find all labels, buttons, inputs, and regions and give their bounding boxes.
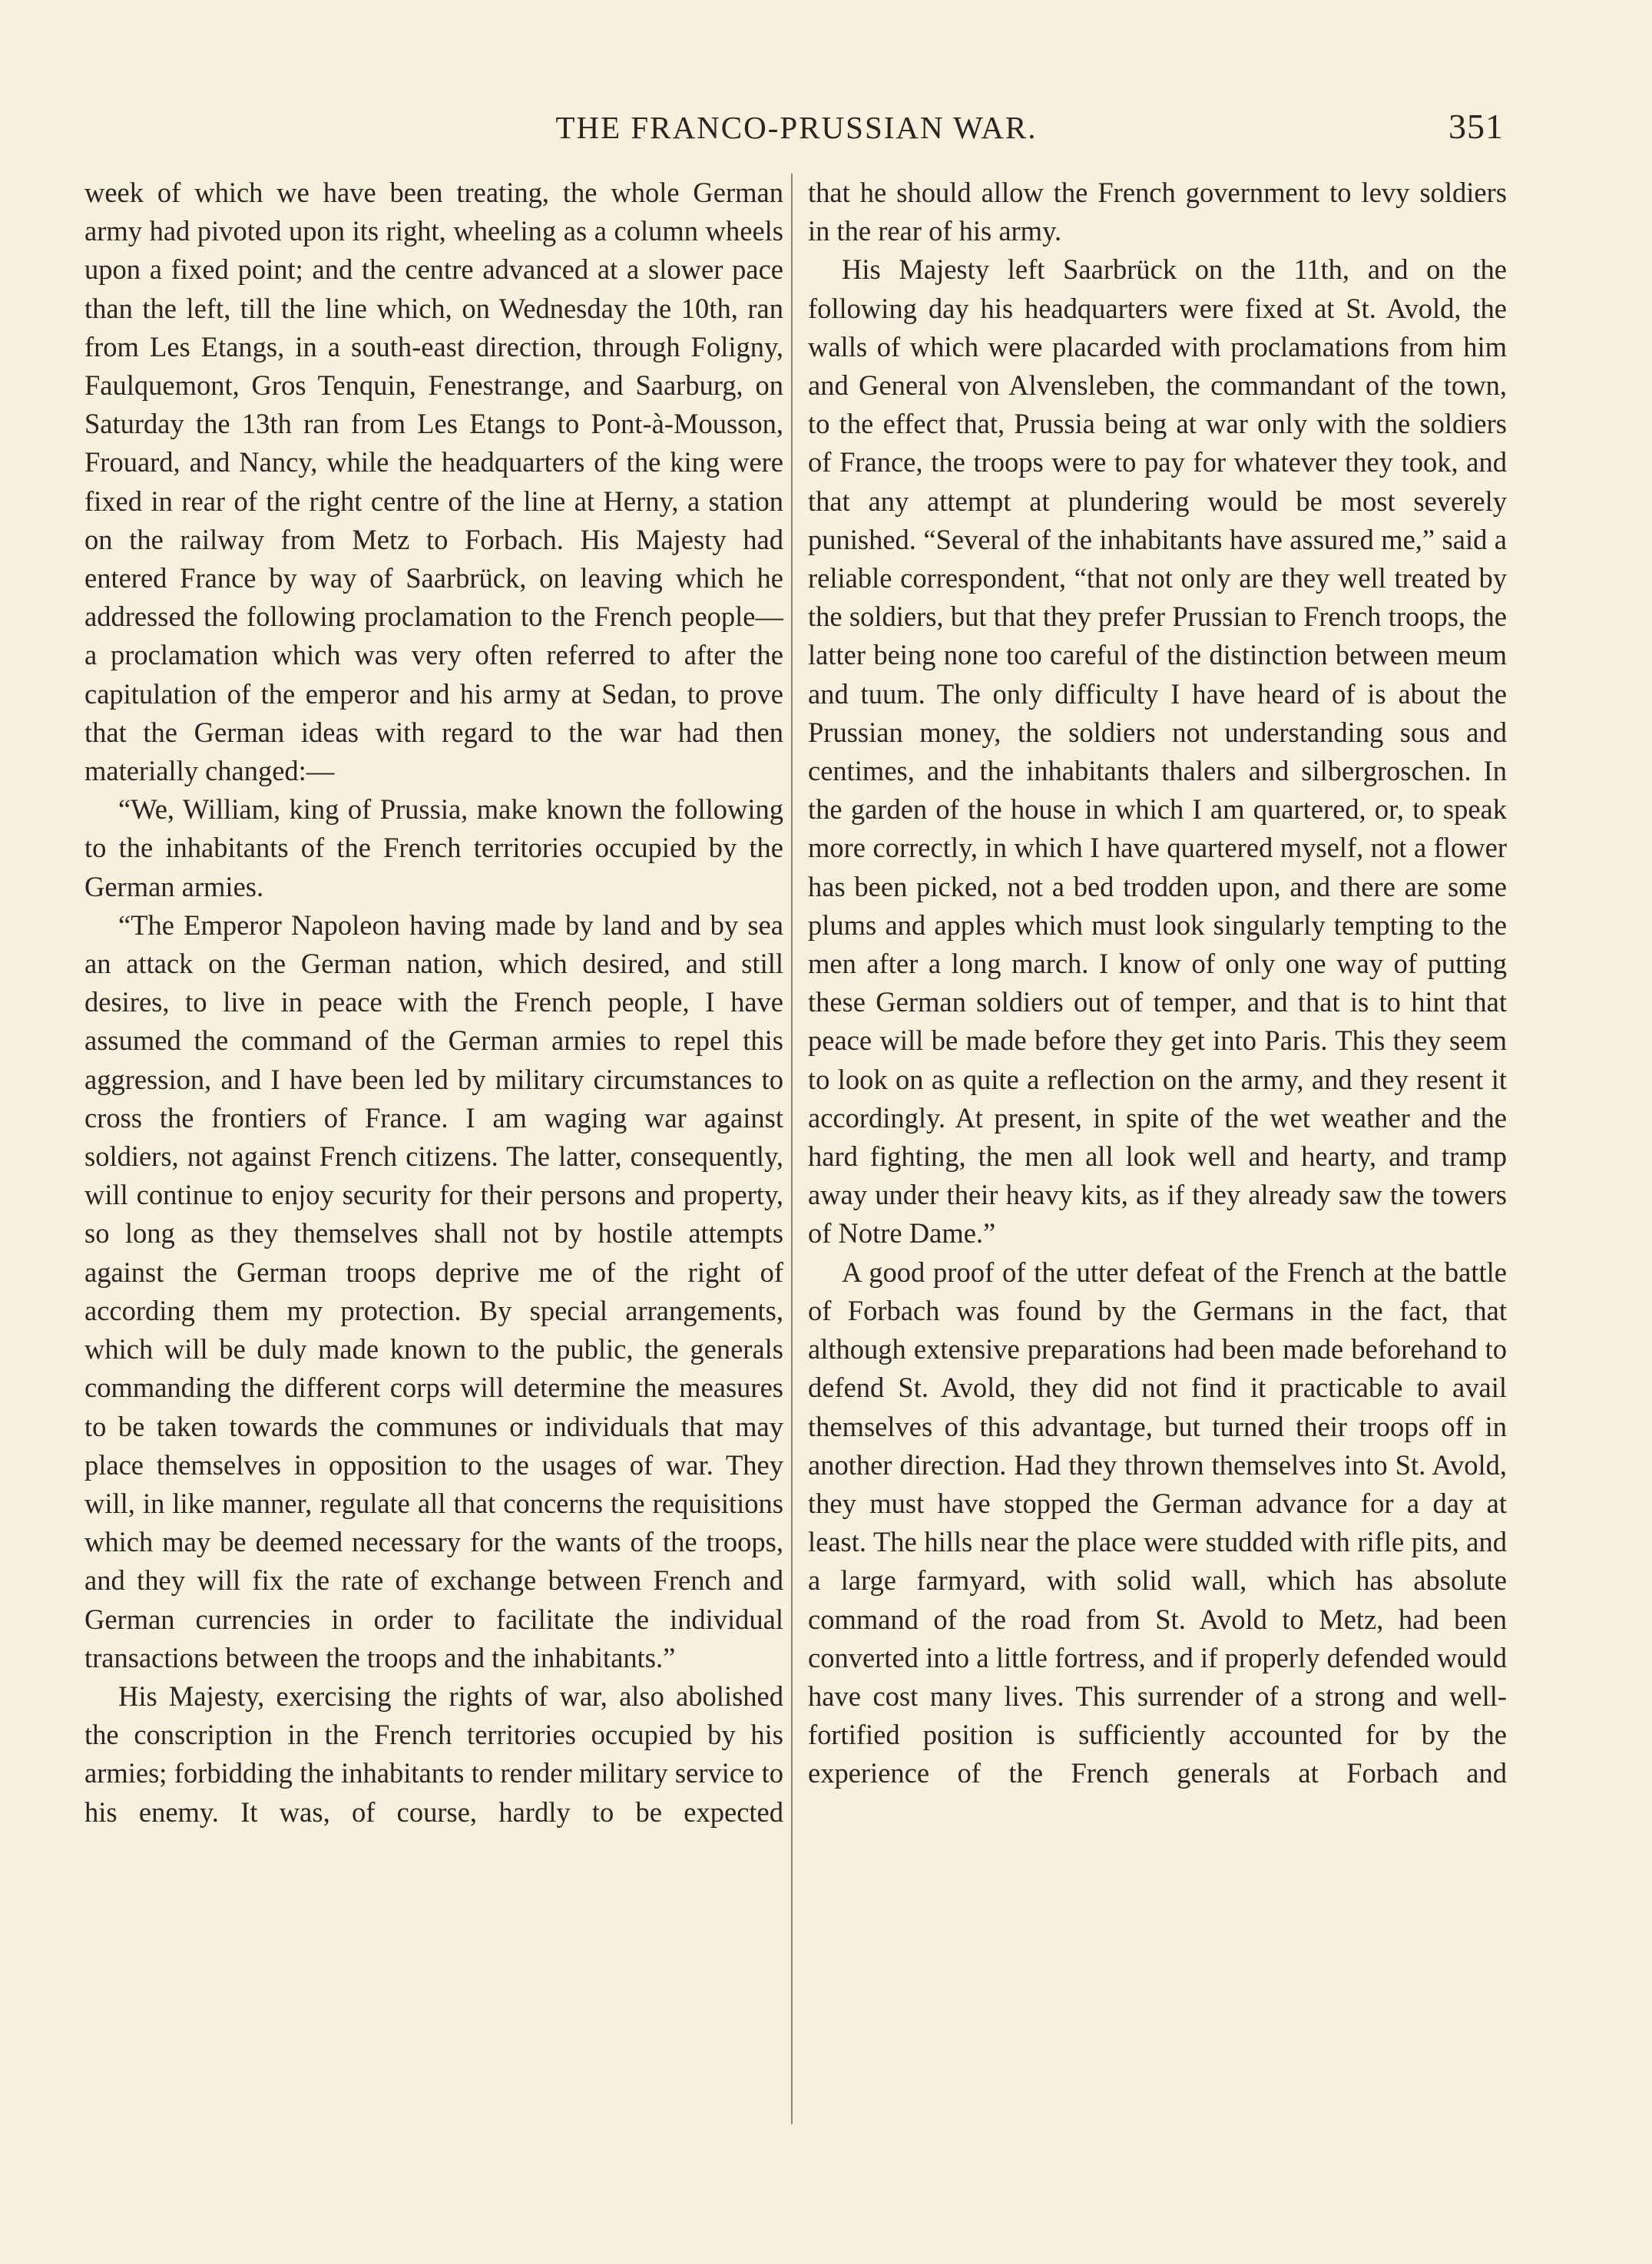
left-column (84, 174, 783, 1832)
paragraph: “The Emperor Napoleon having made by land and by sea an attack on the German nation, which desired, and still desires, to live in peace with the French people, I have assumed the command of the German armies to repel this aggression, and I have been led by military circumstances to cross the frontiers of France. I am waging war against soldiers, not against French citizens. The latter, consequently, will continue to enjoy security for their persons and property, so long as they themselves shall not by hostile attempts against the German troops deprive me of the right of according them my protection. By special arrangements, which will be duly made known to the public, the generals commanding the different corps will determine the measures to be taken towards the communes or individuals that may place themselves in opposition to the usages of war. They will, in like manner, regulate all that concerns the requisitions which may be deemed necessary for the wants of the troops, and they will fix the rate of exchange between French and German currencies in order to facilitate the individual transactions between the troops and the inhabitants.” (84, 909, 783, 1673)
running-title: THE FRANCO-PRUSSIAN WAR. (555, 110, 1038, 145)
page-number: 351 (1448, 107, 1504, 146)
paragraph: A good proof of the utter defeat of the French at the battle of Forbach was found by the Germans in the fact, that although extensive preparations had been made beforehand to defend St. Avold, they did not find it practicable to avail themselves of this advantage, but turned their troops off in another direction. Had they thrown themselves into St. Avold, they must have stopped the German advance for a day at least. The hills near the place were studded with rifle pits, and a large farmyard, with solid wall, which has absolute command of the road from St. Avold to Metz, had been converted into a little fortress, and if properly defended would have cost many lives. This surrender of a strong and well-fortified position is sufficiently accounted for by the experience of the French generals at Forbach and (808, 1256, 1507, 1789)
column-divider (791, 174, 793, 2124)
paragraph: week of which we have been treating, the whole German army had pivoted upon its right, wheeling as a column wheels upon a fixed point; and the centre advanced at a slower pace than the left, till the line which, on Wednesday the 10th, ran from Les Etangs, in a south-east direction, through Foligny, Faulquemont, Gros Tenquin, Fenestrange, and Saarburg, on Saturday the 13th ran from Les Etangs to Pont-à-Mousson, Frouard, and Nancy, while the headquarters of the king were fixed in rear of the right centre of the line at Herny, a station on the railway from Metz to Forbach. His Majesty had entered France by way of Saarbrück, on leaving which he addressed the following proclamation to the French people—a proclamation which was very often referred to after the capitulation of the emperor and his army at Sedan, to prove that the German ideas with regard to the war had then materially changed:— (84, 177, 783, 787)
right-column (808, 174, 1507, 1793)
paragraph: that he should allow the French government to levy soldiers in the rear of his army. (808, 177, 1507, 247)
paragraph: His Majesty, exercising the rights of war, also abolished the conscription in the French territories occupied by his armies; forbidding the inhabitants to render military service to his enemy. It was, of course, hardly to be expected (84, 1680, 783, 1828)
paragraph: His Majesty left Saarbrück on the 11th, and on the following day his headquarters were fixed at St. Avold, the walls of which were placarded with proclamations from him and General von Alvensleben, the commandant of the town, to the effect that, Prussia being at war only with the soldiers of France, the troops were to pay for whatever they took, and that any attempt at plundering would be most severely punished. “Several of the inhabitants have assured me,” said a reliable correspondent, “that not only are they well treated by the soldiers, but that they prefer Prussian to French troops, the latter being none too careful of the distinction between meum and tuum. The only difficulty I have heard of is about the Prussian money, the soldiers not understanding sous and centimes, and the inhabitants thalers and silbergroschen. In the garden of the house in which I am quartered, or, to speak more correctly, in which I have quartered myself, not a flower has been picked, not a bed trodden upon, and there are some plums and apples which must look singularly tempting to the men after a long march. I know of only one way of putting these German soldiers out of temper, and that is to hint that peace will be made before they get into Paris. This they seem to look on as quite a reflection on the army, and they resent it accordingly. At present, in spite of the wet weather and the hard fighting, the men all look well and hearty, and tramp away under their heavy kits, as if they already saw the towers of Notre Dame.” (808, 253, 1507, 1250)
running-head (83, 106, 1510, 152)
paragraph: “We, William, king of Prussia, make known the following to the inhabitants of the French territories occupied by the German armies. (84, 793, 783, 902)
